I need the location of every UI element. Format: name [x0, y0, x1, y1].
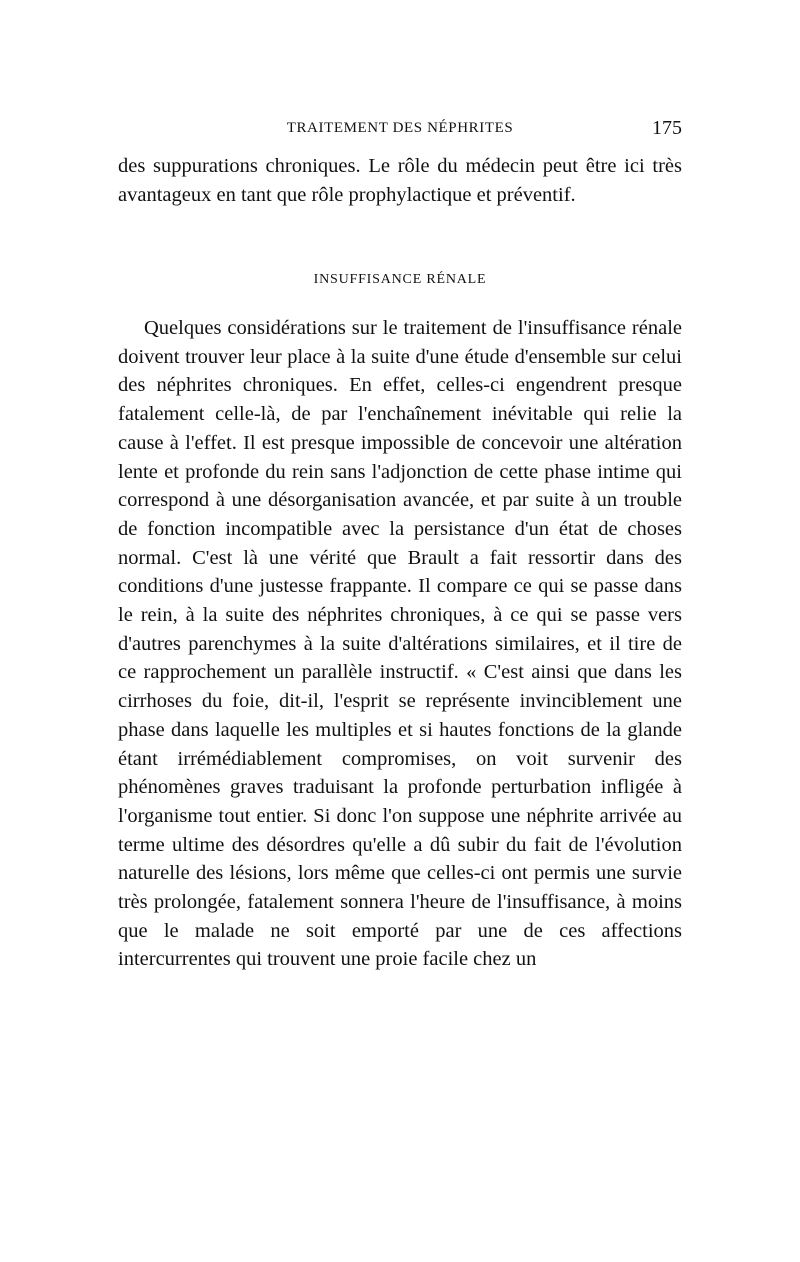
paragraph-continuation: des suppurations chroniques. Le rôle du médecin peut être ici très avantageux en tant que rôle prophylactique et préventif. — [118, 155, 682, 206]
running-head — [118, 116, 682, 140]
section-heading: INSUFFISANCE RÉNALE — [313, 272, 487, 287]
page-number: 175 — [652, 117, 682, 139]
running-title: TRAITEMENT DES NÉPHRITES — [286, 120, 514, 136]
paragraph-insuffisance: Quelques considérations sur le traitement de l'insuffisance rénale doivent trouver leur place à la suite d'une étude d'ensemble sur celui des néphrites chroniques. En effet, celles-ci engendrent presque fatalement celle-là, de par l'enchaînement inévitable qui relie la cause à l'effet. Il est presque impossible de concevoir une altération lente et profonde du rein sans l'adjonction de cette phase intime qui correspond à une désorganisation avancée, et par suite à un trouble de fonction incompatible avec la persistance d'un état de choses normal. C'est là une vérité que Brault a fait ressortir dans des conditions d'une justesse frappante. Il compare ce qui se passe dans le rein, à la suite des néphrites chroniques, à ce qui se passe vers d'autres parenchymes à la suite d'altérations similaires, et il tire de ce rapprochement un parallèle instructif. « C'est ainsi que dans les cirrhoses du foie, dit-il, l'esprit se représente invinciblement une phase dans laquelle les multiples et si hautes fonctions de la glande étant irrémédiablement compromises, on voit survenir des phénomènes graves traduisant la profonde perturbation infligée à l'organisme tout entier. Si donc l'on suppose une néphrite arrivée au terme ultime des désordres qu'elle a dû subir du fait de l'évolution naturelle des lésions, lors même que celles-ci ont permis une survie très prolongée, fatalement sonnera l'heure de l'insuffisance, à moins que le malade ne soit emporté par une de ces affections intercurrentes qui trouvent une proie facile chez un — [118, 317, 682, 971]
